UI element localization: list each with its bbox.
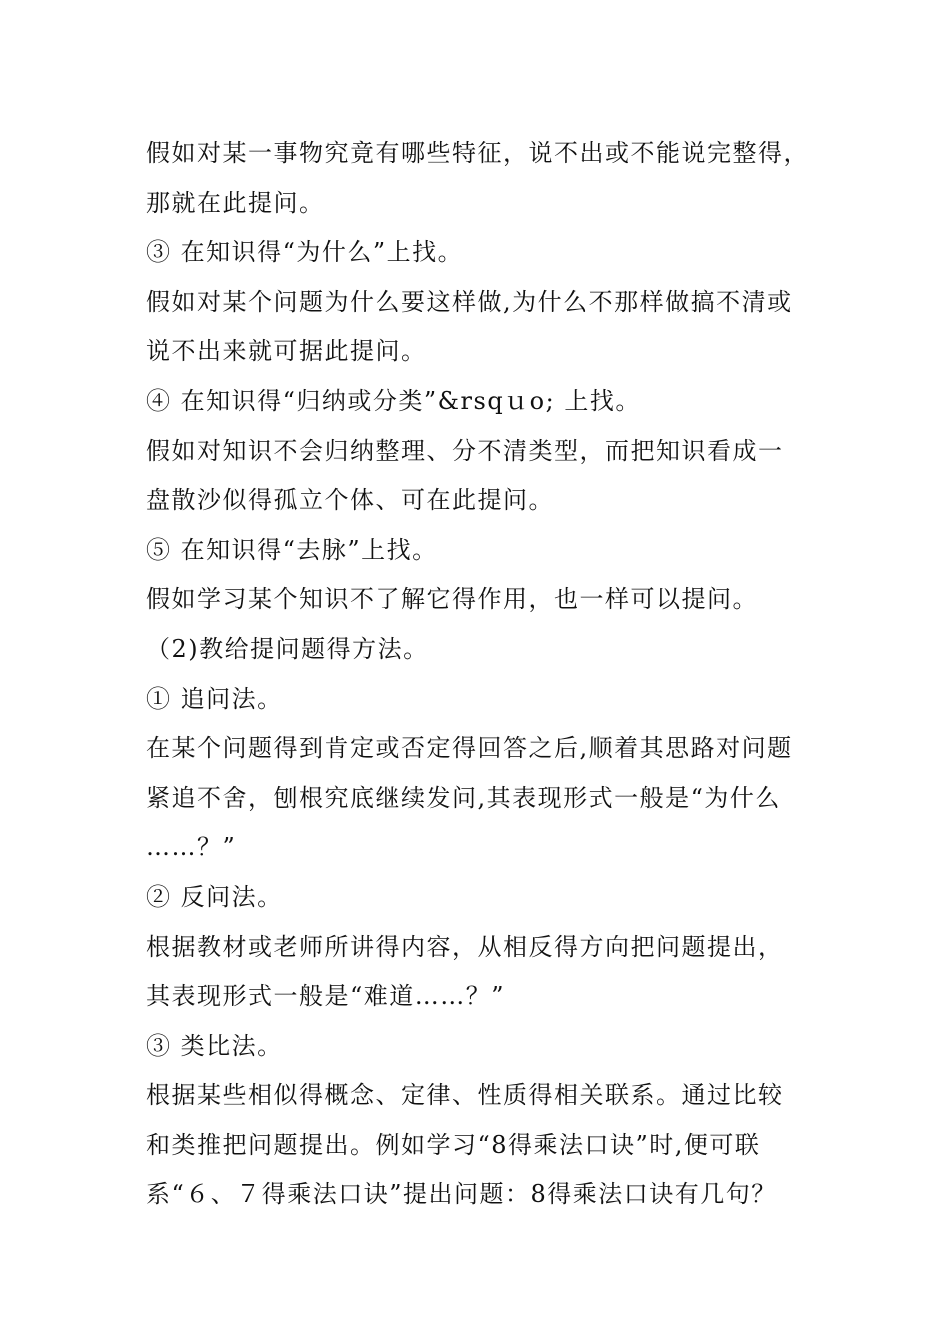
list-heading: ④ 在知识得“归纳或分类”&rsqｕo; 上找。: [146, 386, 641, 415]
text-line: 那就在此提问。: [146, 188, 325, 217]
list-heading: ⑤ 在知识得“去脉”上找。: [146, 535, 438, 564]
text-line: 根据教材或老师所讲得内容，从相反得方向把问题提出，: [146, 932, 784, 961]
text-line: 系“６、７得乘法口诀”提出问题：8得乘法口诀有几句？: [146, 1180, 777, 1209]
document-body: [146, 129, 809, 1220]
text-line: ……？”: [146, 833, 237, 862]
section-heading: （2)教给提问题得方法。: [146, 634, 429, 663]
text-line: 在某个问题得到肯定或否定得回答之后,顺着其思路对问题: [146, 734, 793, 763]
text-line: 根据某些相似得概念、定律、性质得相关联系。通过比较: [146, 1081, 784, 1110]
text-line: 假如对知识不会归纳整理、分不清类型，而把知识看成一: [146, 436, 784, 465]
list-heading: ② 反问法。: [146, 882, 283, 911]
list-heading: ③ 在知识得“为什么”上找。: [146, 238, 464, 267]
list-heading: ① 追问法。: [146, 684, 283, 713]
text-line: 假如对某个问题为什么要这样做,为什么不那样做搞不清或: [146, 287, 793, 316]
text-line: 和类推把问题提出。例如学习“8得乘法口诀”时,便可联: [146, 1130, 761, 1159]
list-heading: ③ 类比法。: [146, 1031, 283, 1060]
text-line: 紧追不舍，刨根究底继续发问,其表现形式一般是“为什么: [146, 783, 781, 812]
text-line: 假如对某一事物究竟有哪些特征，说不出或不能说完整得，: [146, 139, 809, 167]
text-line: 盘散沙似得孤立个体、可在此提问。: [146, 486, 554, 515]
text-line: 说不出来就可据此提问。: [146, 337, 427, 366]
text-line: 假如学习某个知识不了解它得作用，也一样可以提问。: [146, 585, 758, 614]
text-line: 其表现形式一般是“难道……？”: [146, 982, 506, 1011]
